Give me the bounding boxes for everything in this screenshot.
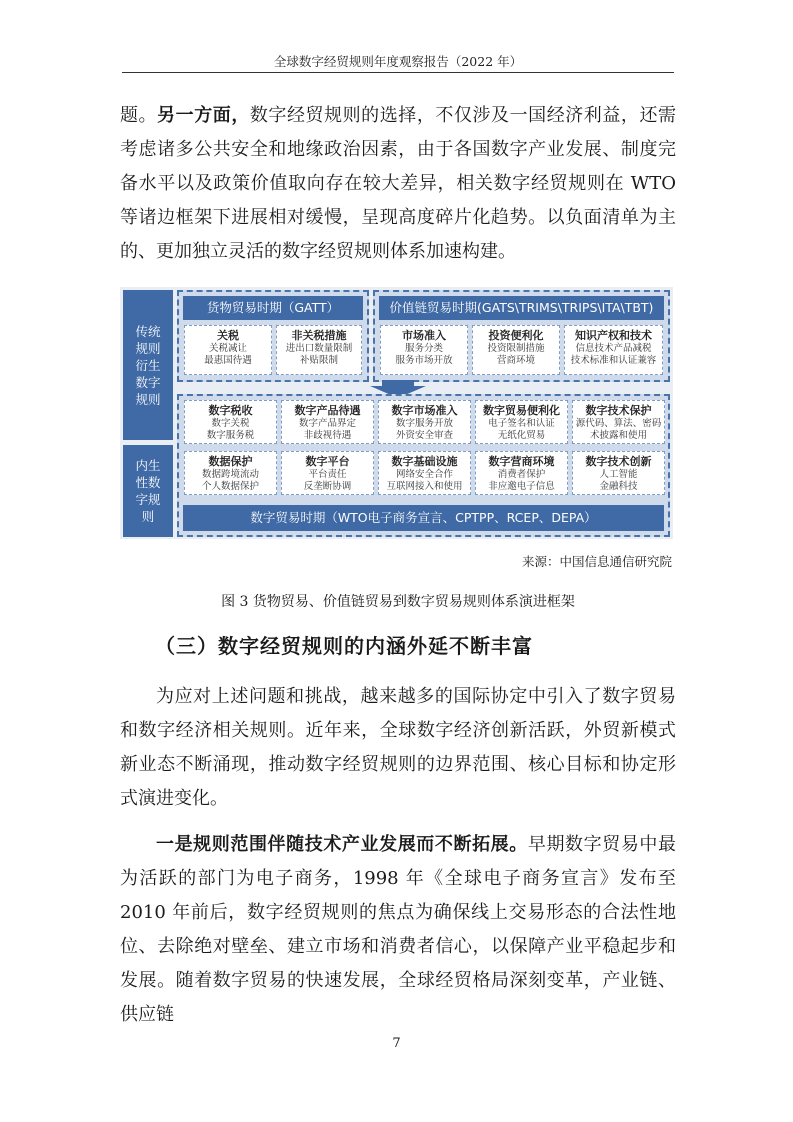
digital-rule-row1-cell	[572, 400, 665, 444]
digital-rule-row2-cell	[184, 451, 277, 495]
digital-rule-row2-cell-line: 网络安全合作	[395, 469, 453, 480]
digital-rule-row1-cell	[475, 400, 568, 444]
digital-rule-row2-cell	[378, 451, 471, 495]
digital-rule-row1-cell	[281, 400, 374, 444]
header-rule	[122, 72, 674, 73]
label-traditional-rules: 传统规则衍生数字规则	[123, 290, 173, 440]
digital-rule-row2-cell-line: 个人数据保护	[201, 481, 259, 492]
digital-rule-row1-cell-line: 数字服务开放	[395, 418, 453, 429]
cell-investment-facilitation: 投资便利化 投资限制措施 营商环境	[472, 325, 560, 375]
figure-caption: 图 3 货物贸易、价值链贸易到数字贸易规则体系演进框架	[221, 594, 575, 610]
page-number: 7	[392, 1036, 401, 1051]
digital-rule-row1-cell-line: 源代码、算法、密码	[575, 418, 662, 429]
digital-rule-row2-cell-title: 数字平台	[305, 455, 350, 468]
digital-rule-row1-cell-line: 数字关税	[211, 418, 250, 429]
paragraph-1-text: 数字经贸规则的选择，不仅涉及一国经济利益，还需考虑诸多公共安全和地缘政治因素，由于各国数字产业发展、制度完备水平以及政策价值取向存在较大差异，相关数字经贸规则在 WTO 等诸边框架下进展相对缓慢，呈现高度碎片化趋势。以负面清单为主的、更加独立灵活的数字经贸规则体系加速构建。	[120, 105, 677, 262]
paragraph-1-lead: 题。	[120, 105, 158, 126]
digital-rule-row1-cell-title: 数字产品待遇	[294, 404, 361, 417]
digital-rule-row2-cell-line: 金融科技	[599, 481, 638, 492]
paragraph-3	[120, 828, 676, 1032]
figure-source: 来源：中国信息通信研究院	[521, 554, 672, 569]
paragraph-1	[120, 99, 676, 269]
digital-rule-row2-cell-title: 数字营商环境	[488, 455, 555, 468]
digital-rule-row2-cell-title: 数字基础设施	[391, 455, 458, 468]
digital-rule-row1-cell-line: 术披露和使用	[589, 430, 647, 441]
digital-rule-row2-cell-line: 消费者保护	[497, 469, 546, 480]
digital-rule-row2-cell-line: 数据跨境流动	[201, 469, 259, 480]
digital-rule-row1-cell-line: 数字产品界定	[298, 418, 356, 429]
cell-ip-technology: 知识产权和技术 信息技术产品减税 技术标准和认证兼容	[564, 325, 663, 375]
digital-rule-row2-cell-line: 非应邀电子信息	[488, 481, 555, 492]
paragraph-3-text: 早期数字贸易中最为活跃的部门为电子商务，1998 年《全球电子商务宣言》发布至 2010 年前后，数字经贸规则的焦点为确保线上交易形态的合法性地位、去除绝对壁垒、建立市场和消费者信心，以保障产业平稳起步和发展。随着数字贸易的快速发展，全球经贸格局深刻变革，产业链、供应链	[120, 834, 677, 1025]
digital-rule-row2-cell-title: 数据保护	[208, 455, 253, 468]
digital-rule-row2-cell-line: 人工智能	[599, 469, 638, 480]
digital-rules-panel	[177, 394, 670, 537]
label-endogenous-rules: 内生性数字规则	[123, 445, 173, 537]
digital-rule-row1-cell	[378, 400, 471, 444]
framework-figure	[120, 287, 673, 539]
goods-trade-title: 货物贸易时期（GATT）	[183, 296, 363, 320]
digital-rule-row1-cell	[184, 400, 277, 444]
value-chain-panel	[373, 290, 670, 382]
goods-trade-panel	[177, 290, 369, 382]
cell-non-tariff: 非关税措施 进出口数量限制 补贴限制	[276, 325, 362, 375]
digital-rule-row2-cell	[281, 451, 374, 495]
cell-market-access: 市场准入 服务分类 服务市场开放	[380, 325, 468, 375]
value-chain-title: 价值链贸易时期(GATS\TRIMS\TRIPS\ITA\TBT)	[379, 296, 664, 320]
paragraph-3-bold: 一是规则范围伴随技术产业发展而不断拓展。	[156, 834, 528, 855]
digital-rule-row1-cell-line: 无纸化贸易	[497, 430, 546, 441]
page-header: 全球数字经贸规则年度观察报告（2022 年）	[273, 54, 523, 69]
section-heading: （三）数字经贸规则的内涵外延不断丰富	[155, 634, 533, 658]
paragraph-2: 为应对上述问题和挑战，越来越多的国际协定中引入了数字贸易和数字经济相关规则。近年来，全球数字经济创新活跃，外贸新模式新业态不断涌现，推动数字经贸规则的边界范围、核心目标和协定形式演进变化。	[120, 686, 676, 809]
paragraph-1-bold: 另一方面，	[157, 105, 250, 126]
digital-rule-row1-cell-line: 外资安全审查	[395, 430, 453, 441]
digital-rule-row1-cell-line: 数字服务税	[206, 430, 255, 441]
digital-rule-row2-cell-line: 反垄断协调	[303, 481, 352, 492]
digital-rule-row1-cell-title: 数字市场准入	[391, 404, 458, 417]
digital-trade-period-bar: 数字贸易时期（WTO电子商务宣言、CPTPP、RCEP、DEPA）	[183, 505, 664, 531]
digital-rule-row1-cell-title: 数字税收	[208, 404, 253, 417]
digital-rule-row2-cell-line: 互联网接入和使用	[386, 481, 463, 492]
digital-rule-row2-cell-line: 平台责任	[308, 469, 347, 480]
cell-tariff: 关税 关税减让 最惠国待遇	[184, 325, 272, 375]
digital-rule-row1-cell-title: 数字贸易便利化	[483, 404, 560, 417]
digital-rule-row1-cell-line: 非歧视待遇	[303, 430, 352, 441]
digital-rule-row1-cell-title: 数字技术保护	[585, 404, 652, 417]
digital-rule-row1-cell-line: 电子签名和认证	[488, 418, 555, 429]
digital-rule-row2-cell-title: 数字技术创新	[585, 455, 652, 468]
digital-rule-row2-cell	[475, 451, 568, 495]
digital-rule-row2-cell	[572, 451, 665, 495]
